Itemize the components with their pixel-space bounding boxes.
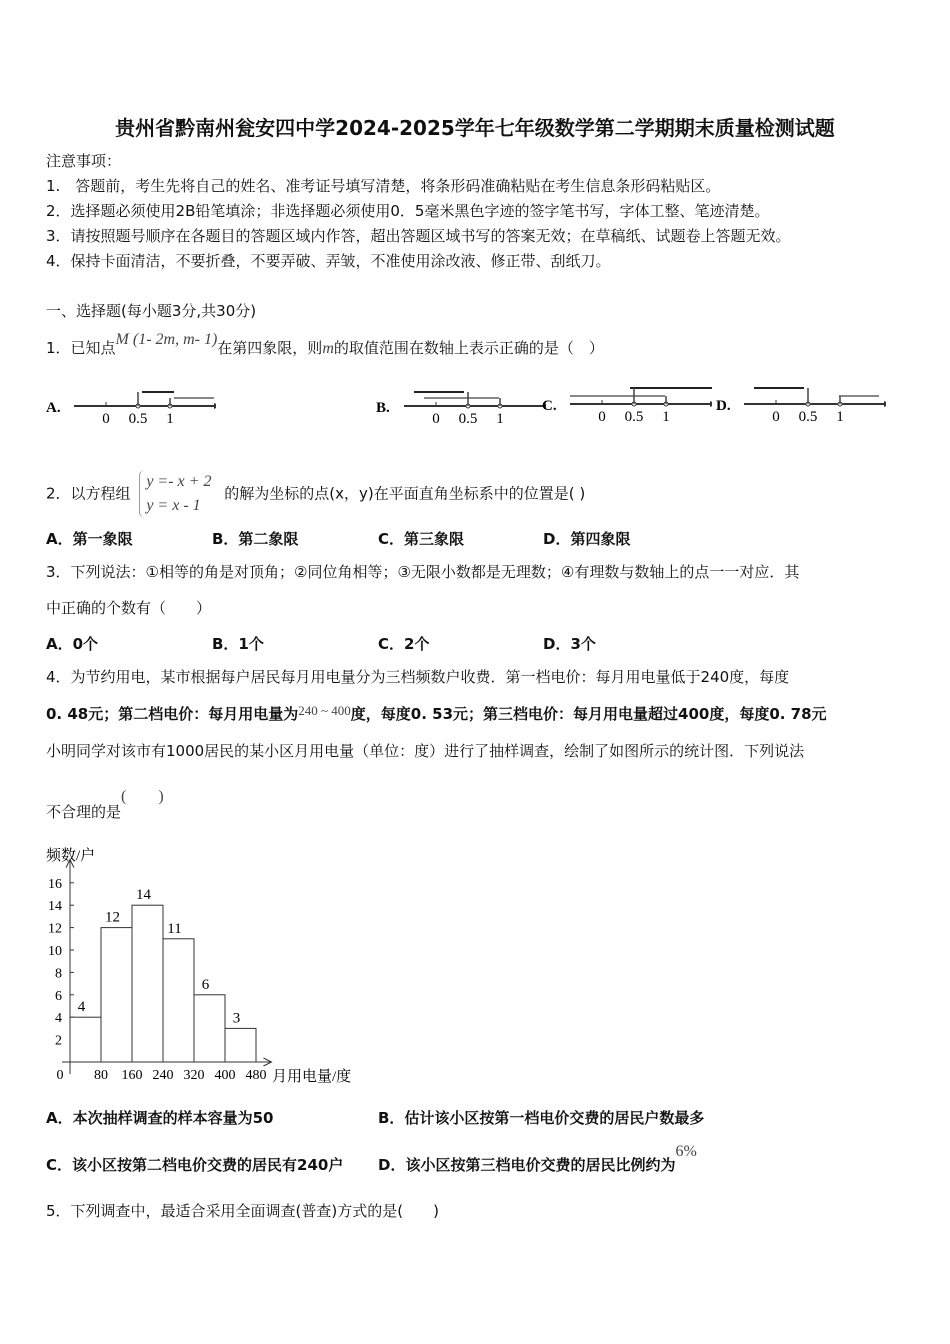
bar-value-label: 12	[105, 909, 120, 926]
q3-option-c[interactable]: C．2个	[378, 635, 430, 653]
q4-option-a[interactable]: A．本次抽样调查的样本容量为50	[46, 1109, 274, 1127]
y-tick-label: 14	[48, 899, 62, 915]
q1-option-b[interactable]	[376, 370, 546, 434]
histogram-bar	[225, 1028, 256, 1062]
question-2	[46, 470, 585, 518]
q4-line4-text: 不合理的是	[46, 803, 122, 821]
histogram-bar	[132, 905, 163, 1062]
arrow-icon	[710, 401, 712, 407]
q1-end: 的取值范围在数轴上表示正确的是（ ）	[333, 339, 604, 357]
question-5: 5．下列调查中，最适合采用全面调查(普查)方式的是( )	[46, 1202, 439, 1220]
y-axis-label: 频数/户	[46, 848, 96, 864]
x-tick-label: 160	[121, 1068, 143, 1083]
option-letter: D.	[716, 398, 731, 414]
tick-label: 1	[496, 411, 504, 427]
option-letter: C.	[542, 398, 557, 414]
y-tick-label: 16	[48, 876, 62, 892]
number-line	[716, 368, 886, 428]
q4-line2-end: 度，每度0. 53元；第三档电价：每月用电量超过400度，每度0. 78元	[350, 705, 827, 723]
equation-system	[139, 470, 211, 518]
tick-label: 0.5	[624, 409, 644, 425]
q4-option-d-text: D．该小区按第三档电价交费的居民比例约为	[378, 1156, 676, 1174]
option-letter: B.	[376, 400, 390, 416]
q2-option-b[interactable]: B．第二象限	[212, 530, 299, 548]
histogram-bar	[101, 928, 132, 1062]
q1-option-d[interactable]	[716, 368, 886, 432]
q2-option-a[interactable]: A．第一象限	[46, 530, 133, 548]
tick-label: 0	[432, 411, 440, 427]
question-4-line4	[46, 788, 164, 823]
tick-label: 0.5	[458, 411, 478, 427]
tick-label: 0.5	[798, 409, 818, 425]
bar-value-label: 6	[201, 976, 210, 993]
bar-value-label: 4	[77, 999, 86, 1016]
y-tick-label: 10	[48, 944, 62, 959]
question-3-line1: 3．下列说法：①相等的角是对顶角；②同位角相等；③无限小数都是无理数；④有理数与数轴上的点一一对应．其	[46, 563, 800, 581]
histogram-chart	[0, 830, 400, 1100]
tick-label: 0	[598, 409, 606, 425]
q1-prefix: 1．已知点	[46, 339, 116, 357]
section-heading: 一、选择题(每小题3分,共30分)	[46, 302, 257, 320]
number-line	[46, 370, 216, 430]
tick-label: 1	[662, 409, 670, 425]
q1-mid: 在第四象限，则	[217, 339, 323, 357]
bar-value-label: 3	[232, 1010, 241, 1027]
tick-label: 1	[166, 411, 174, 427]
q1-option-c[interactable]	[542, 368, 712, 432]
number-line	[542, 368, 712, 428]
q3-option-a[interactable]: A．0个	[46, 635, 99, 653]
notice-item: 1. 答题前，考生先将自己的姓名、准考证号填写清楚，将条形码准确粘贴在考生信息条形码粘贴区。	[46, 177, 721, 195]
x-tick-label: 480	[245, 1068, 267, 1083]
q4-line2-start: 0. 48元；第二档电价：每月用电量为	[46, 705, 299, 723]
histogram-bar	[163, 939, 194, 1062]
x-tick-label: 240	[152, 1068, 174, 1083]
question-4-line1: 4．为节约用电，某市根据每户居民每月用电量分为三档频数户收费．第一档电价：每月用电量低于240度，每度	[46, 668, 790, 686]
tick-label: 1	[836, 409, 844, 425]
y-tick-label: 2	[55, 1033, 62, 1049]
q2-option-d[interactable]: D．第四象限	[543, 530, 631, 548]
q4-option-b[interactable]: B．估计该小区按第一档电价交费的居民户数最多	[378, 1109, 705, 1127]
option-letter: A.	[46, 400, 61, 416]
y-tick-label: 4	[55, 1011, 62, 1027]
q4-option-d[interactable]	[378, 1143, 697, 1175]
y-tick-label: 6	[55, 988, 62, 1004]
number-line	[376, 370, 546, 430]
notice-heading: 注意事项：	[46, 152, 122, 170]
x-tick-label: 400	[214, 1068, 236, 1083]
tick-label: 0.5	[128, 411, 148, 427]
histogram-bar	[70, 1017, 101, 1062]
y-tick-label: 8	[55, 966, 62, 982]
x-axis-label: 月用电量/度	[272, 1069, 352, 1085]
histogram-bar	[194, 995, 225, 1062]
arrow-icon	[884, 401, 886, 407]
notice-item: 2．选择题必须使用2B铅笔填涂；非选择题必须使用0．5毫米黑色字迹的签字笔书写，字体工整、笔迹清楚。	[46, 202, 770, 220]
q2-end: 的解为坐标的点(x，y)在平面直角坐标系中的位置是( )	[224, 484, 586, 503]
equation-1: y =- x + 2	[146, 473, 212, 490]
bar-value-label: 11	[167, 920, 182, 937]
notice-item: 4．保持卡面清洁，不要折叠，不要弄破、弄皱，不准使用涂改液、修正带、刮纸刀。	[46, 252, 611, 270]
equation-2: y = x - 1	[146, 497, 201, 514]
question-3-line2: 中正确的个数有（ ）	[46, 599, 212, 617]
arrow-icon	[214, 403, 216, 409]
question-1	[46, 331, 604, 359]
page-title: 贵州省黔南州瓮安四中学2024-2025学年七年级数学第二学期期末质量检测试题	[115, 116, 835, 140]
notice-item: 3．请按照题号顺序在各题目的答题区域内作答，超出答题区域书写的答案无效；在草稿纸、试题卷上答题无效。	[46, 227, 791, 245]
x-tick-label: 80	[94, 1068, 108, 1083]
q2-prefix: 2．以方程组	[46, 484, 131, 503]
question-4-line2	[46, 704, 827, 725]
tick-label: 0	[102, 411, 110, 427]
q3-option-b[interactable]: B．1个	[212, 635, 264, 653]
q4-range: 240 ~ 400	[298, 703, 351, 718]
q1-var: m	[322, 340, 334, 357]
tick-label: 0	[772, 409, 780, 425]
q2-option-c[interactable]: C．第三象限	[378, 530, 465, 548]
y-tick-label: 12	[48, 921, 62, 937]
q1-option-a[interactable]	[46, 370, 216, 434]
q4-option-c[interactable]: C．该小区按第二档电价交费的居民有240户	[46, 1156, 344, 1174]
q4-paren: ( )	[121, 788, 164, 805]
x-tick-label: 0	[56, 1068, 64, 1083]
x-tick-label: 320	[183, 1068, 205, 1083]
q3-option-d[interactable]: D．3个	[543, 635, 596, 653]
q4-percent: 6%	[675, 1143, 697, 1160]
question-4-line3: 小明同学对该市有1000居民的某小区月用电量（单位：度）进行了抽样调查，绘制了如图所示的统计图．下列说法	[46, 742, 805, 760]
q1-point: M (1- 2m, m- 1)	[115, 331, 218, 348]
bar-value-label: 14	[136, 887, 151, 904]
